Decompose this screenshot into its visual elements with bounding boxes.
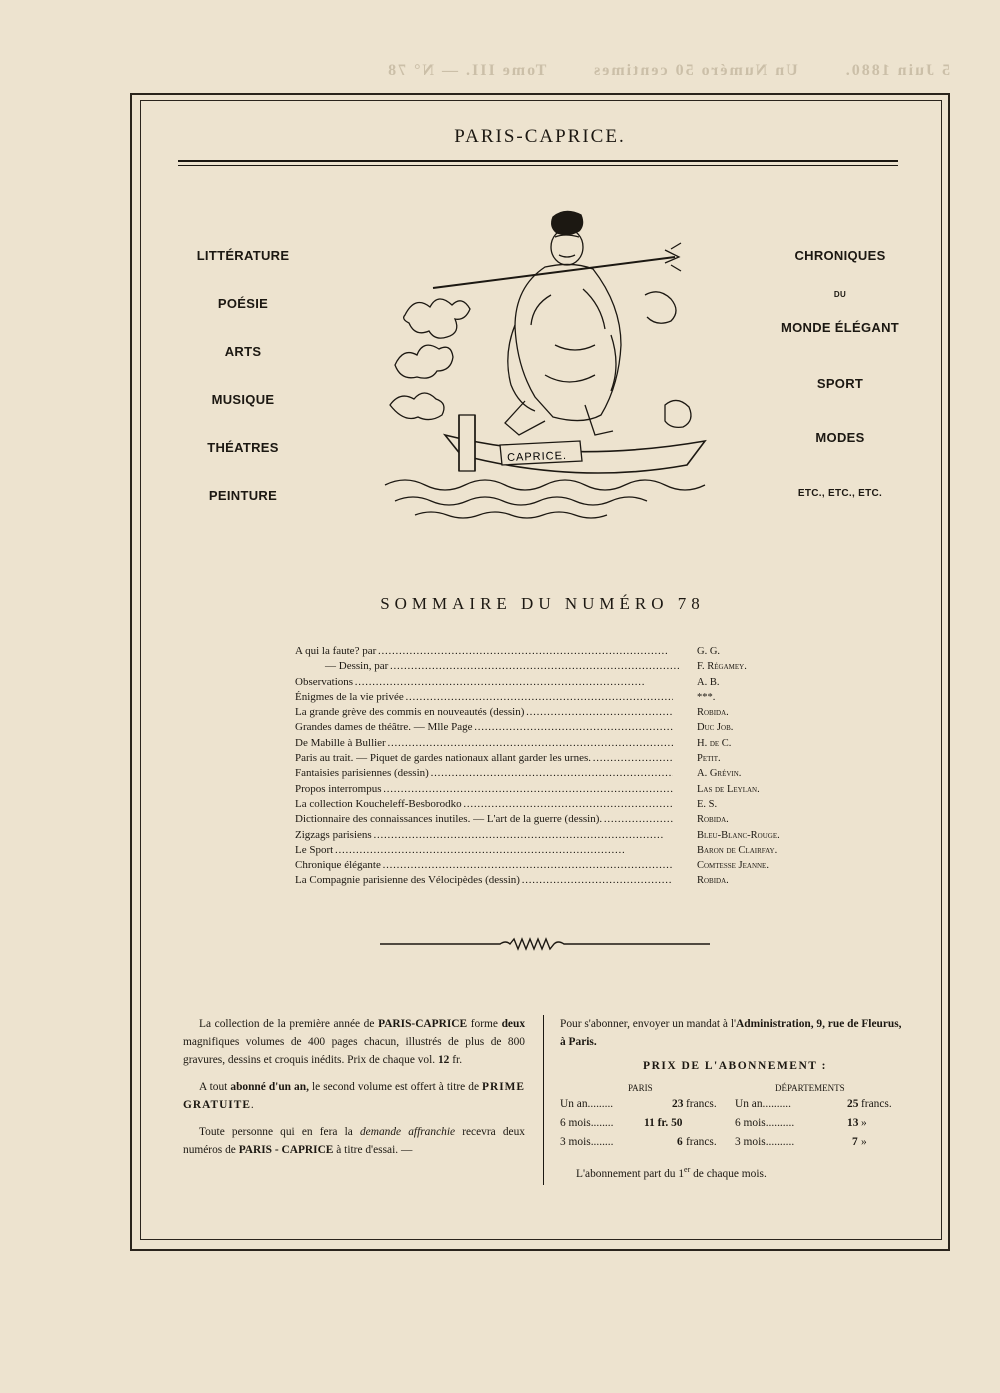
text: de chaque mois. (693, 1167, 767, 1180)
toc-entry-title: A qui la faute? par . . . (295, 644, 673, 659)
price-unit: » (861, 1136, 867, 1148)
toc-entry-author: Robida. (697, 707, 729, 719)
toc-entry-author: Robida. (697, 875, 729, 887)
price-unit: » (861, 1117, 867, 1129)
toc-entry-author: Baron de Clairfay. (697, 844, 778, 856)
toc-entry-author: Las de Leylan. (697, 783, 760, 795)
toc-entry-author: H. de C. (697, 737, 732, 749)
topic-etc: ETC., ETC., ETC. (797, 488, 883, 499)
trial-paragraph (183, 1123, 525, 1159)
price-headers (560, 1079, 910, 1095)
text: . (250, 1099, 254, 1111)
title-rule (178, 160, 898, 162)
brand-name: PARIS-CAPRICE (378, 1018, 468, 1030)
text: recevra deux numéros de (183, 1126, 525, 1156)
price: 12 (437, 1054, 450, 1066)
price-table (560, 1095, 910, 1155)
price-unit: francs. (686, 1098, 717, 1110)
toc-entry-author: G. G. (697, 646, 721, 657)
masthead-title: PARIS-CAPRICE. (454, 126, 626, 147)
paris-header: PARIS (628, 1083, 653, 1093)
toc-entry-author: Bleu-Blanc-Rouge. (697, 829, 780, 841)
toc-entry-author: Robida. (697, 814, 729, 826)
toc-entry-author: F. Régamey. (697, 661, 747, 673)
text: fr. (452, 1054, 463, 1066)
text: La collection de la première année de (199, 1018, 375, 1030)
topic-litterature: LITTÉRATURE (196, 248, 290, 263)
collection-info (183, 1015, 525, 1168)
toc-entry (295, 720, 815, 735)
toc-entry (295, 736, 815, 751)
toc-entry-title: Grandes dames de théâtre. — Mlle Page . . . (295, 720, 673, 735)
price-period: 3 mois.......... (735, 1136, 795, 1148)
topic-chroniques: CHRONIQUES (794, 248, 886, 263)
price-amount: 13 (847, 1117, 859, 1129)
text: L'abonnement part du 1 (576, 1167, 685, 1180)
emphasis: demande affranchie (359, 1126, 456, 1138)
ornamental-divider (380, 934, 710, 954)
text: Toute personne qui en fera la (199, 1126, 353, 1138)
ghost-text: Un Numéro 50 centimes (592, 62, 798, 79)
toc-entry-author: A. B. (697, 676, 720, 688)
toc-entry-author: ***. (697, 691, 716, 703)
toc-entry (295, 797, 815, 812)
topic-arts: ARTS (224, 344, 262, 359)
toc-entry-title: — Dessin, par . . . (295, 659, 703, 674)
toc-entry (295, 812, 815, 827)
toc-entry (295, 675, 815, 690)
bleed-through-header (90, 62, 950, 80)
price-amount: 6 (677, 1136, 683, 1148)
toc-entry-title: De Mabille à Bullier . . . (295, 736, 673, 751)
price-period: Un an.......... (735, 1098, 791, 1110)
illustration-caption: CAPRICE. (506, 449, 568, 464)
text: er (684, 1165, 691, 1174)
toc-entry-title: Propos interrompus . . . (295, 782, 673, 797)
topic-poesie: POÉSIE (217, 296, 269, 311)
subscription-intro (560, 1015, 910, 1051)
toc-entry (295, 858, 815, 873)
text: à titre d'essai. — (336, 1144, 413, 1156)
toc-entry (295, 644, 815, 659)
price-amount: 7 (852, 1136, 858, 1148)
text: forme (470, 1018, 498, 1030)
toc-entry-title: Chronique élégante . . . (295, 858, 673, 873)
brand-name: PARIS - CAPRICE (238, 1144, 334, 1156)
price-period: 6 mois.......... (735, 1117, 795, 1129)
subscription-info (560, 1015, 910, 1183)
ghost-text: Tome III. — N° 78 (386, 62, 547, 79)
toc-entry (295, 873, 815, 888)
dept-header: DÉPARTEMENTS (775, 1083, 845, 1093)
toc-entry-title: Fantaisies parisiennes (dessin) . . . (295, 766, 673, 781)
emphasis: PRIME GRATUITE (183, 1081, 525, 1111)
topic-theatres: THÉATRES (207, 440, 279, 455)
title-rule-thin (178, 165, 898, 166)
topic-sport: SPORT (816, 376, 864, 391)
toc-entry (295, 828, 815, 843)
topic-monde-elegant: MONDE ÉLÉGANT (780, 320, 899, 335)
price-amount: 11 fr. 50 (644, 1117, 683, 1129)
text: le second volume est offert à titre de (311, 1081, 479, 1093)
prime-paragraph (183, 1078, 525, 1114)
topic-peinture: PEINTURE (208, 488, 278, 503)
price-period: 6 mois........ (560, 1117, 614, 1129)
price-unit: francs. (686, 1136, 717, 1148)
toc-entry-author: E. S. (697, 798, 718, 810)
subscription-note (560, 1161, 910, 1183)
text: Pour s'abonner, envoyer un mandat à l' (560, 1018, 737, 1030)
toc-entry-title: Zigzags parisiens . . . (295, 828, 673, 843)
toc-entry-title: La Compagnie parisienne des Vélocipèdes (dessin) . . . (295, 873, 673, 888)
toc-entry (295, 705, 815, 720)
price-amount: 23 (672, 1098, 684, 1110)
emphasis: abonné d'un an, (230, 1081, 309, 1093)
toc-entry-author: Petit. (697, 753, 721, 765)
text: magnifiques volumes de 400 pages chacun, illustrés de plus de 800 gravures, dessins et croquis inédits. Prix de chaque vol. (183, 1036, 525, 1066)
topic-musique: MUSIQUE (211, 392, 275, 407)
toc-entry-title: Énigmes de la vie privée . . . (295, 690, 673, 705)
toc-entry-title: La grande grève des commis en nouveautés (dessin) . . . (295, 705, 673, 720)
address: Administration, 9, rue de Fleurus, à Paris. (560, 1018, 902, 1048)
price-amount: 25 (847, 1098, 859, 1110)
toc-entry (295, 751, 815, 766)
toc-entry-title: Le Sport . . . (295, 843, 673, 858)
toc-entry (295, 659, 815, 674)
column-separator (543, 1015, 544, 1185)
text: A tout (199, 1081, 228, 1093)
toc-entry-author: Comtesse Jeanne. (697, 860, 769, 872)
toc-entry-title: Observations . . . (295, 675, 673, 690)
toc-entry (295, 843, 815, 858)
sommaire-heading: SOMMAIRE DU NUMÉRO 78 (380, 594, 705, 613)
toc-entry-title: Dictionnaire des connaissances inutiles. — L'art de la guerre (dessin). . . . (295, 812, 673, 827)
toc-entry-author: Duc Job. (697, 722, 734, 734)
topic-modes: MODES (815, 430, 865, 445)
table-of-contents (295, 644, 815, 889)
ghost-text: 5 Juin 1880. (843, 62, 950, 79)
topic-du: DU (833, 290, 847, 299)
prix-title: PRIX DE L'ABONNEMENT : (643, 1060, 827, 1072)
masthead-illustration (375, 205, 710, 525)
toc-entry-author: A. Grévin. (697, 768, 742, 780)
toc-entry (295, 782, 815, 797)
toc-entry (295, 690, 815, 705)
price-unit: francs. (861, 1098, 892, 1110)
toc-entry (295, 766, 815, 781)
toc-entry-title: Paris au trait. — Piquet de gardes nationaux allant garder les urnes. . . . (295, 751, 673, 766)
price-period: Un an......... (560, 1098, 614, 1110)
price-period: 3 mois........ (560, 1136, 614, 1148)
collection-paragraph (183, 1015, 525, 1069)
toc-entry-title: La collection Koucheleff-Besborodko . . . (295, 797, 673, 812)
emphasis: deux (501, 1018, 526, 1030)
